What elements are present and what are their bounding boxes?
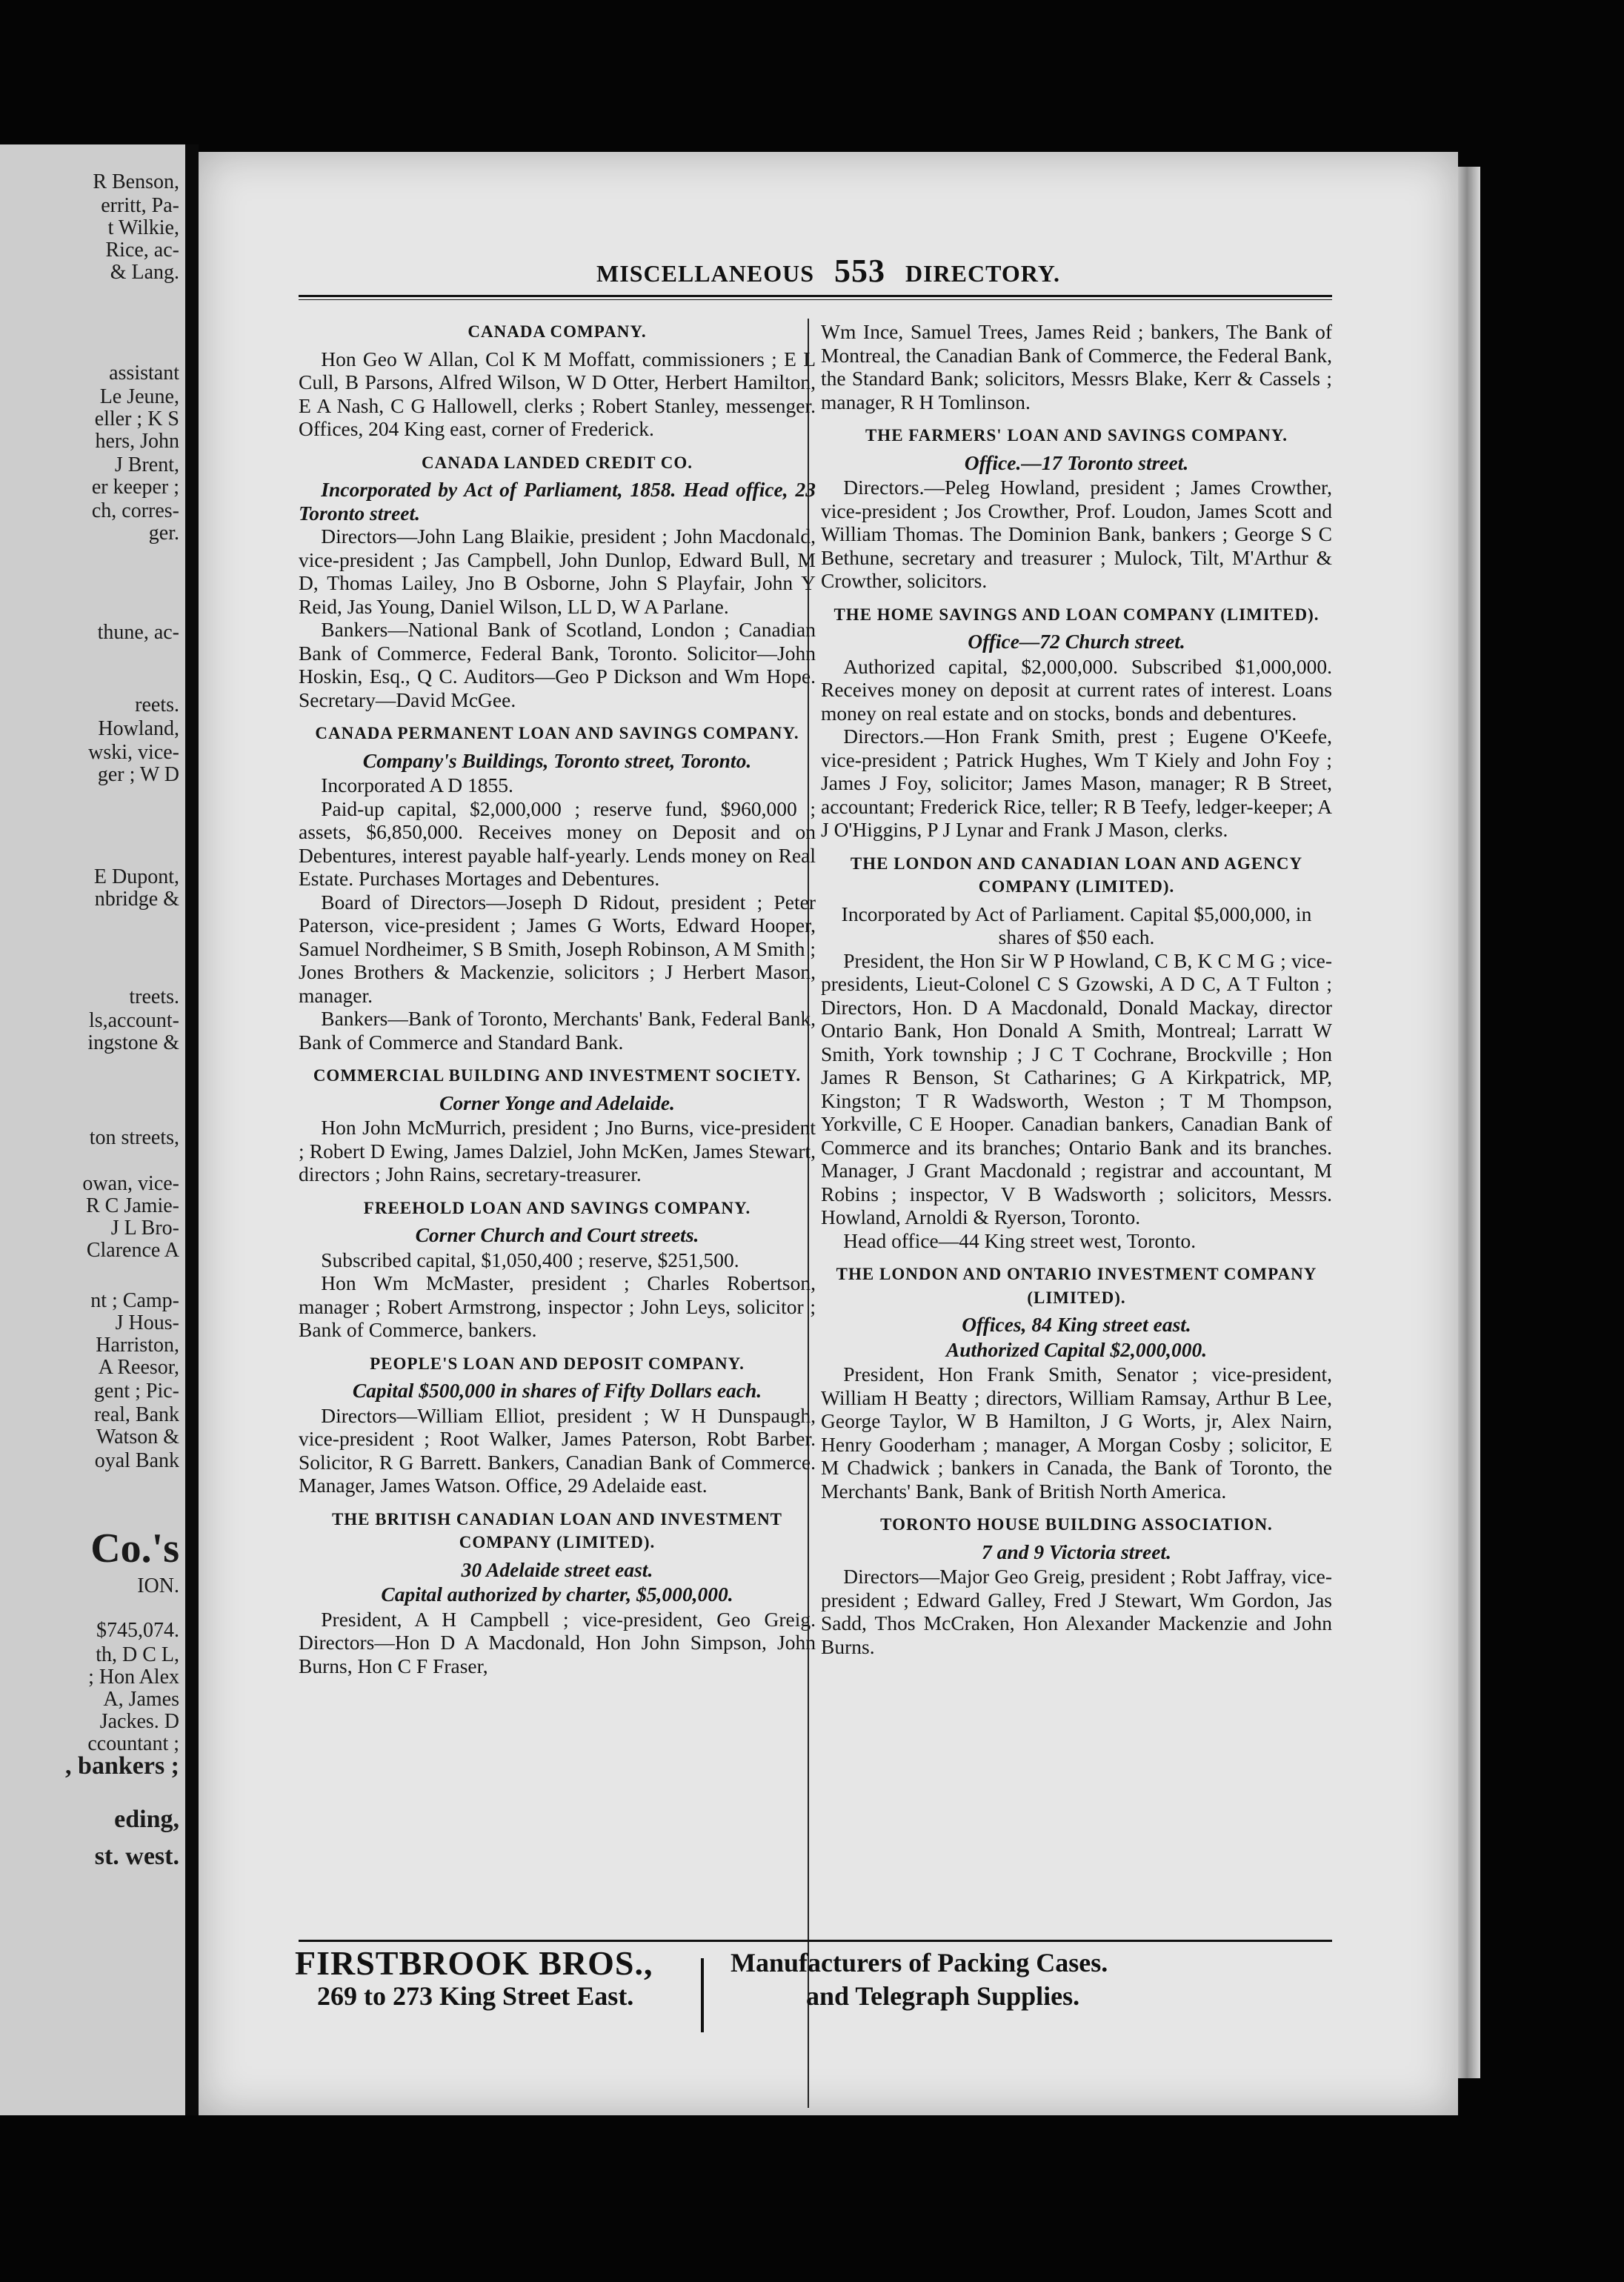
entry-address: Corner Yonge and Adelaide. [439,1091,675,1114]
ad-address: 269 to 273 King Street East. [317,1981,634,2011]
entry-text: Directors—John Lang Blaikie, president ; John Macdonald, vice-president ; Jas Campbell, John Dunlop, Edward Bull, M D, Thomas Lailey, Jno B Osborne, John S Playfair, John Y Reid, Jas Young, Daniel Wilson, LL D, W A Parlane. [299,525,816,618]
facing-page-text: hers, John [95,430,179,453]
facing-page-text: ton streets, [89,1126,179,1149]
facing-page-text: Harriston, [96,1334,179,1357]
entry-heading: THE LONDON AND ONTARIO INVESTMENT COMPANY (LIMITED). [836,1265,1317,1307]
entry-text: Incorporated A D 1855. [321,774,513,796]
entry-address: Offices, 84 King street east. [962,1313,1191,1336]
ad-line-2: and Telegraph Supplies. [806,1981,1080,2011]
entry-capital: Capital $500,000 in shares of Fifty Dollars each. [352,1379,762,1402]
entry-text: Head office—44 King street west, Toronto. [843,1228,1197,1252]
entry-heading: COMMERCIAL BUILDING AND INVESTMENT SOCIETY. [313,1066,802,1085]
facing-page-text: gent ; Pic- [93,1380,179,1403]
facing-page-fragment [0,144,185,2115]
entry-capital: Authorized Capital $2,000,000. [945,1337,1208,1361]
facing-page-text: R Benson, [93,170,179,193]
facing-page-text: Jackes. D [99,1710,179,1733]
facing-page-text: ls,account- [88,1009,179,1032]
entry-text: Hon Geo W Allan, Col K M Moffatt, commissioners ; E L Cull, B Parsons, Alfred Wilson, W D Otter, Herbert Hamilton, E A Nash, C G Hallowell, clerks ; Robert Stanley, messenger. Offices, 204 King east, corner of Frederick. [299,347,816,440]
facing-page-text: E Dupont, [93,865,179,888]
facing-page-text: ccountant ; [87,1732,179,1755]
right-column [821,320,1332,1658]
entry-address: 7 and 9 Victoria street. [982,1540,1171,1563]
entry-text: Directors—Major Geo Greig, president ; Robt Jaffray, vice-president ; Edward Galley, Fred J Stewart, Wm Gordon, Jas Sadd, Thos McCraken, Hon Alexander Mackenzie and John Burns. [821,1565,1332,1658]
entry-address: Office.—17 Toronto street. [964,450,1189,474]
entry-text: Directors.—Peleg Howland, president ; James Crowther, vice-president ; Jos Crowther, Prof. Loudon, James Scott and William Thomas. The Dominion Bank, bankers ; George S C Bethune, secretary and treasurer ; Mulock, Tilt, M'Arthur & Crowther, solicitors. [821,476,1332,592]
entry-heading: THE FARMERS' LOAN AND SAVINGS COMPANY. [865,426,1288,445]
facing-page-text: treets. [129,985,179,1008]
facing-page-text: th, D C L, [96,1643,179,1666]
entry-continuation: Wm Ince, Samuel Trees, James Reid ; bankers, The Bank of Montreal, the Canadian Bank of Commerce, the Federal Bank, the Standard Bank; solicitors, Messrs Blake, Kerr & Cassels ; manager, R H Tomlinson. [821,320,1332,413]
facing-page-text: eding, [114,1806,179,1833]
facing-page-text: erritt, Pa- [101,194,179,217]
entry-heading: THE LONDON AND CANADIAN LOAN AND AGENCY COMPANY (LIMITED). [850,854,1303,896]
ad-divider [701,1958,704,2032]
facing-page-text: assistant [109,362,179,385]
entry-heading: THE HOME SAVINGS AND LOAN COMPANY (LIMITED). [833,605,1320,624]
entry-heading: FREEHOLD LOAN AND SAVINGS COMPANY. [363,1198,751,1217]
facing-page-text: st. west. [94,1843,179,1870]
page-header [199,252,1458,290]
facing-page-text: Rice, ac- [105,239,179,262]
facing-page-text: owan, vice- [82,1172,179,1195]
entry-text: Subscribed capital, $1,050,400 ; reserve, $251,500. [321,1248,739,1271]
facing-page-text: nt ; Camp- [90,1289,179,1312]
facing-page-text: $745,074. [96,1619,179,1642]
entry-address: Corner Church and Court streets. [415,1223,699,1246]
entry-text: President, Hon Frank Smith, Senator ; vice-president, William H Beatty ; directors, William Ramsay, Arthur B Lee, George Taylor, W B Hamilton, J G Worts, jr, Alex Nairn, Henry Gooderham ; manager, A Morgan Cosby ; solicitor, E M Chadwick ; bankers in Canada, the Bank of Toronto, the Merchants' Bank, Bank of British North America. [821,1363,1332,1503]
facing-page-text: J Brent, [114,453,179,476]
entry-address: 30 Adelaide street east. [461,1557,653,1581]
facing-page-text: , bankers ; [65,1752,179,1780]
left-column [299,320,816,1677]
entry-text: Hon John McMurrich, president ; Jno Burns, vice-president ; Robert D Ewing, James Dalziel, John McKen, James Stewart, directors ; John Rains, secretary-treasurer. [299,1116,816,1185]
facing-page-text: er keeper ; [91,476,179,499]
footer-advertisement [295,1943,1332,2025]
facing-page-text: reets. [135,693,179,716]
header-left: MISCELLANEOUS [596,260,814,287]
facing-page-text: t Wilkie, [107,216,179,239]
facing-page-text: ger. [148,522,179,545]
facing-page-text: Co.'s [90,1526,179,1571]
page-edge [1458,167,1480,2078]
facing-page-text: Le Jeune, [99,385,179,408]
facing-page-text: A Reesor, [98,1356,179,1379]
facing-page-text: eller ; K S [94,408,179,430]
footer-rule [299,1940,1332,1942]
ad-line-1: Manufacturers of Packing Cases. [731,1948,1108,1977]
facing-page-text: Howland, [98,717,179,740]
entry-capital: Capital authorized by charter, $5,000,000. [381,1583,733,1606]
header-rule-thin [299,299,1332,300]
entry-address: Company's Buildings, Toronto street, Toronto. [362,748,752,772]
entry-text: Authorized capital, $2,000,000. Subscribed $1,000,000. Receives money on deposit at current rates of interest. Loans money on real estate and on stocks, bonds and debentures. [821,654,1332,725]
facing-page-text: ; Hon Alex [88,1666,179,1689]
header-right: DIRECTORY. [905,260,1060,287]
entry-text: Directors.—Hon Frank Smith, prest ; Eugene O'Keefe, vice-president ; Patrick Hughes, Wm T Kiely and John Foy ; James J Foy, solicitor; James Mason, manager; R B Street, accountant; Frederick Rice, teller; R B Teefy, ledger-keeper; A J O'Higgins, P J Lynar and Frank J Mason, clerks. [821,725,1332,841]
entry-text: Paid-up capital, $2,000,000 ; reserve fund, $960,000 ; assets, $6,850,000. Receives money on Deposit and on Debentures, interest payable half-yearly. Lends money on Real Estate. Purchases Mortages and Debentures. [299,796,816,890]
facing-page-text: J Hous- [115,1311,179,1334]
facing-page-text: thune, ac- [97,621,179,644]
facing-page-text: oyal Bank [94,1449,179,1472]
facing-page-text: Clarence A [86,1239,179,1262]
ad-firm-name: FIRSTBROOK BROS., [295,1944,653,1982]
entry-heading: CANADA COMPANY. [467,322,647,341]
entry-text: Directors—William Elliot, president ; W H Dunspaugh, vice-president ; Root Walker, James Paterson, Robt Barber. Solicitor, R G Barrett. Bankers, Canadian Bank of Commerce. Manager, James Watson. Office, 29 Adelaide east. [299,1403,816,1497]
facing-page-text: & Lang. [110,261,179,284]
entry-text: President, the Hon Sir W P Howland, C B, K C M G ; vice-presidents, Lieut-Colonel C S Gzowski, A D C, A T Fulton ; Directors, Hon. D A Macdonald, Donald Mackay, director Ontario Bank, Hon Donald A Smith, Montreal; Larratt W Smith, York township ; J C T Cochrane, Brockville ; Hon James R Benson, St Catharines; G A Kirkpatrick, MP, Kingston; T R Wadsworth, Weston ; T M Thompson, Yorkville, C E Hooper. Canadian bankers, Canadian Bank of Commerce and its branches; Ontario Bank and its branches. Manager, J Grant Macdonald ; registrar and accountant, M Robins ; inspector, V B Wadsworth ; solicitors, Messrs. Howland, Arnoldi & Ryerson, Toronto. [821,948,1332,1228]
facing-page-text: ION. [137,1574,179,1597]
header-rule [299,295,1332,297]
facing-page-text: A, James [103,1688,179,1711]
entry-text: Bankers—National Bank of Scotland, London ; Canadian Bank of Commerce, Federal Bank, Toronto. Solicitor—John Hoskin, Esq., Q C. Auditors—Geo P Dickson and Wm Hope. Secretary—David McGee. [299,618,816,711]
facing-page-text: J L Bro- [110,1217,179,1240]
facing-page-text: nbridge & [94,888,179,911]
facing-page-text: ch, corres- [91,499,179,522]
facing-page-text: ingstone & [87,1031,179,1054]
entry-heading: TORONTO HOUSE BUILDING ASSOCIATION. [880,1515,1273,1534]
facing-page-text: ger ; W D [97,763,179,786]
entry-text: Board of Directors—Joseph D Ridout, president ; Peter Paterson, vice-president ; James G Worts, Edward Hooper, Samuel Nordheimer, S B Smith, Joseph Robinson, A M Smith ; Jones Brothers & Mackenzie, solicitors ; J Herbert Mason, manager. [299,890,816,1007]
entry-text: Hon Wm McMaster, president ; Charles Robertson, manager ; Robert Armstrong, inspector ; John Leys, solicitor ; Bank of Commerce, bankers. [299,1271,816,1341]
entry-heading: CANADA PERMANENT LOAN AND SAVINGS COMPANY. [315,724,799,742]
facing-page-text: R C Jamie- [86,1194,179,1217]
book-gutter [185,144,199,2115]
entry-text: Incorporated by Act of Parliament. Capital $5,000,000, in shares of $50 each. [841,902,1312,948]
entry-heading: CANADA LANDED CREDIT CO. [421,453,693,472]
facing-page-text: real, Bank [93,1403,179,1426]
entry-heading: THE BRITISH CANADIAN LOAN AND INVESTMENT COMPANY (LIMITED). [331,1509,783,1551]
entry-text: President, A H Campbell ; vice-president, Geo Greig. Directors—Hon D A Macdonald, Hon John Simpson, John Burns, Hon C F Fraser, [299,1607,816,1677]
entry-subheading: Incorporated by Act of Parliament, 1858. Head office, 23 Toronto street. [299,478,816,525]
facing-page-text: Watson & [96,1426,179,1448]
page-number: 553 [834,253,885,289]
entry-text: Bankers—Bank of Toronto, Merchants' Bank, Federal Bank, Bank of Commerce and Standard Bank. [299,1007,816,1054]
directory-page [199,152,1458,2115]
facing-page-text: wski, vice- [88,741,179,764]
entry-address: Office—72 Church street. [968,630,1185,653]
entry-heading: PEOPLE'S LOAN AND DEPOSIT COMPANY. [370,1354,745,1373]
